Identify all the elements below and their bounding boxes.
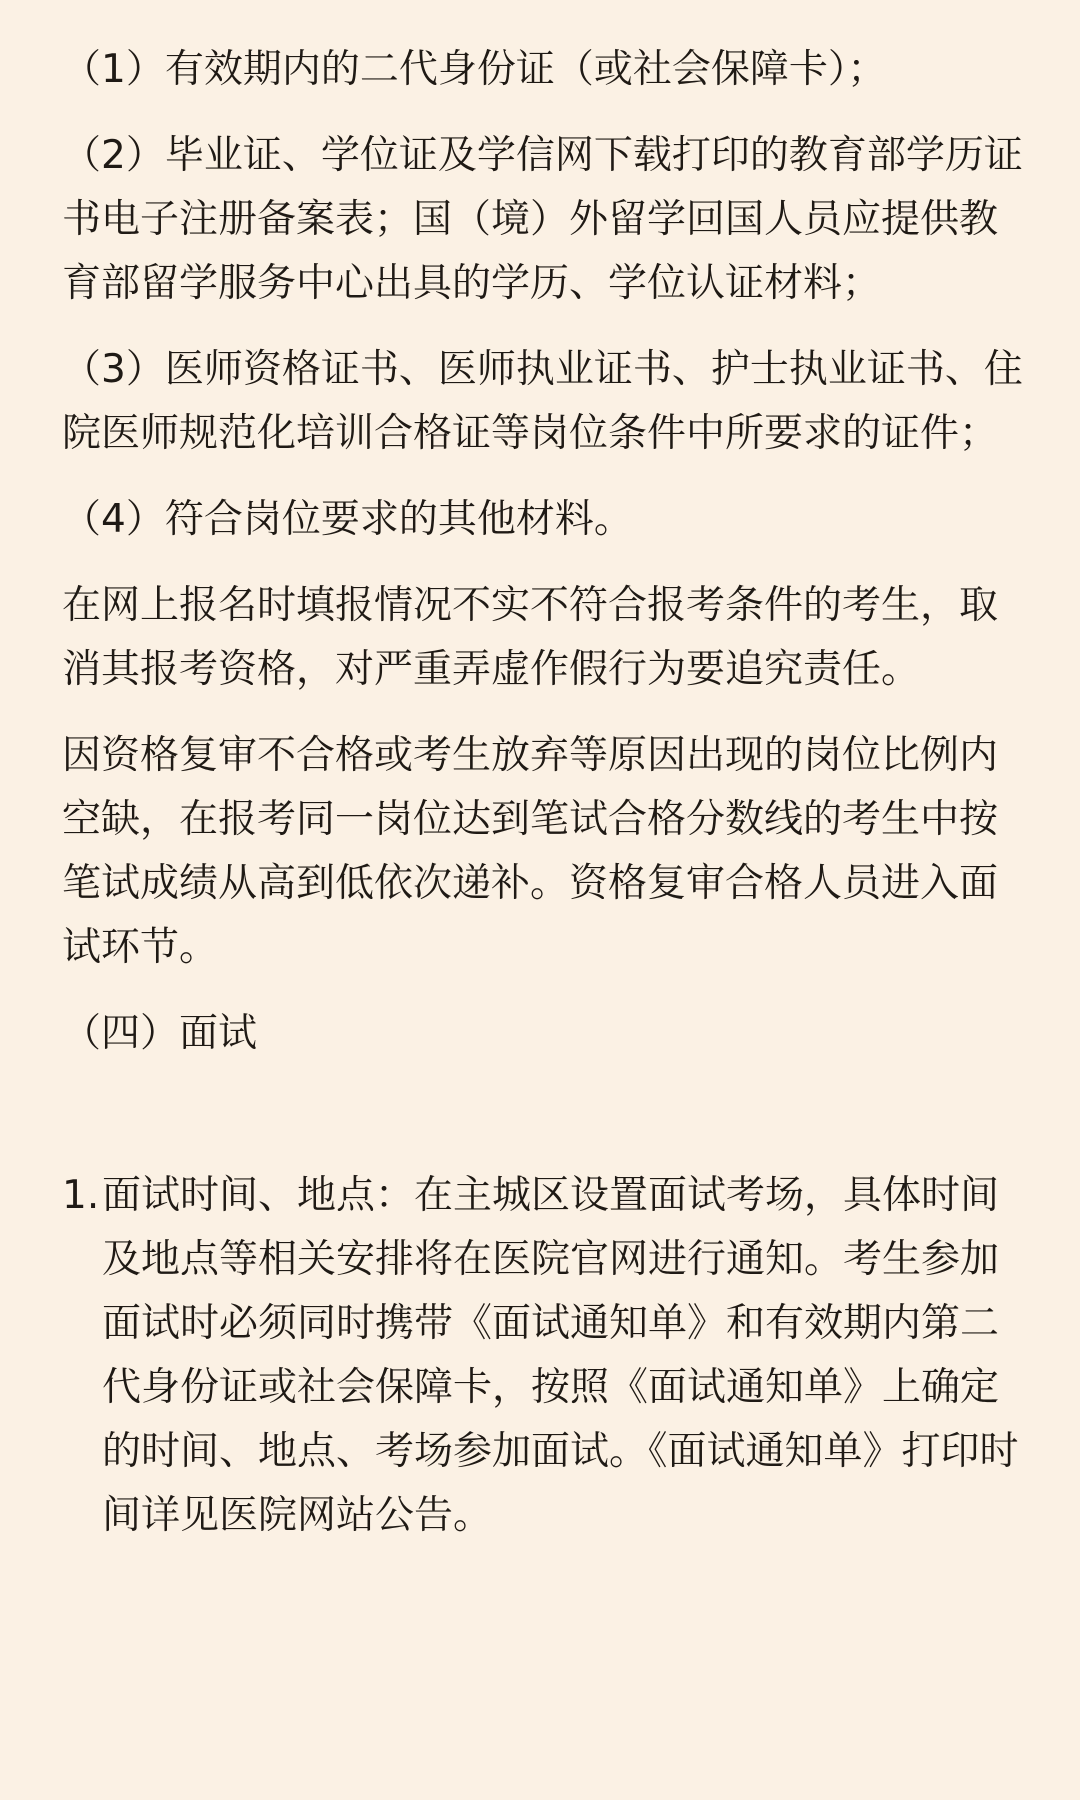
requirement-item-2: （2）毕业证、学位证及学信网下载打印的教育部学历证书电子注册备案表；国（境）外留学回国人员应提供教育部留学服务中心出具的学历、学位认证材料；: [62, 133, 1023, 306]
requirement-item-1: （1）有效期内的二代身份证（或社会保障卡）；: [62, 47, 887, 92]
vacancy-replacement-paragraph: 因资格复审不合格或考生放弃等原因出现的岗位比例内空缺，在报考同一岗位达到笔试合格分数线的考生中按笔试成绩从高到低依次递补。资格复审合格人员进入面试环节。: [62, 733, 999, 970]
requirement-item-4: （4）符合岗位要求的其他材料。: [62, 497, 633, 542]
list-number: 1.: [62, 1173, 100, 1218]
list-item-text: 面试时间、地点：在主城区设置面试考场，具体时间及地点等相关安排将在医院官网进行通知。考生参加面试时必须同时携带《面试通知单》和有效期内第二代身份证或社会保障卡，按照《面试通知单》上确定的时间、地点、考场参加面试。《面试通知单》打印时间详见医院网站公告。: [102, 1173, 1019, 1538]
requirement-item-3: （3）医师资格证书、医师执业证书、护士执业证书、住院医师规范化培训合格证等岗位条件中所要求的证件；: [62, 347, 1023, 456]
interview-list-item-1: [62, 1164, 1032, 1548]
false-information-paragraph: 在网上报名时填报情况不实不符合报考条件的考生，取消其报考资格，对严重弄虚作假行为要追究责任。: [62, 583, 999, 692]
section-heading-interview: （四）面试: [62, 1011, 258, 1056]
